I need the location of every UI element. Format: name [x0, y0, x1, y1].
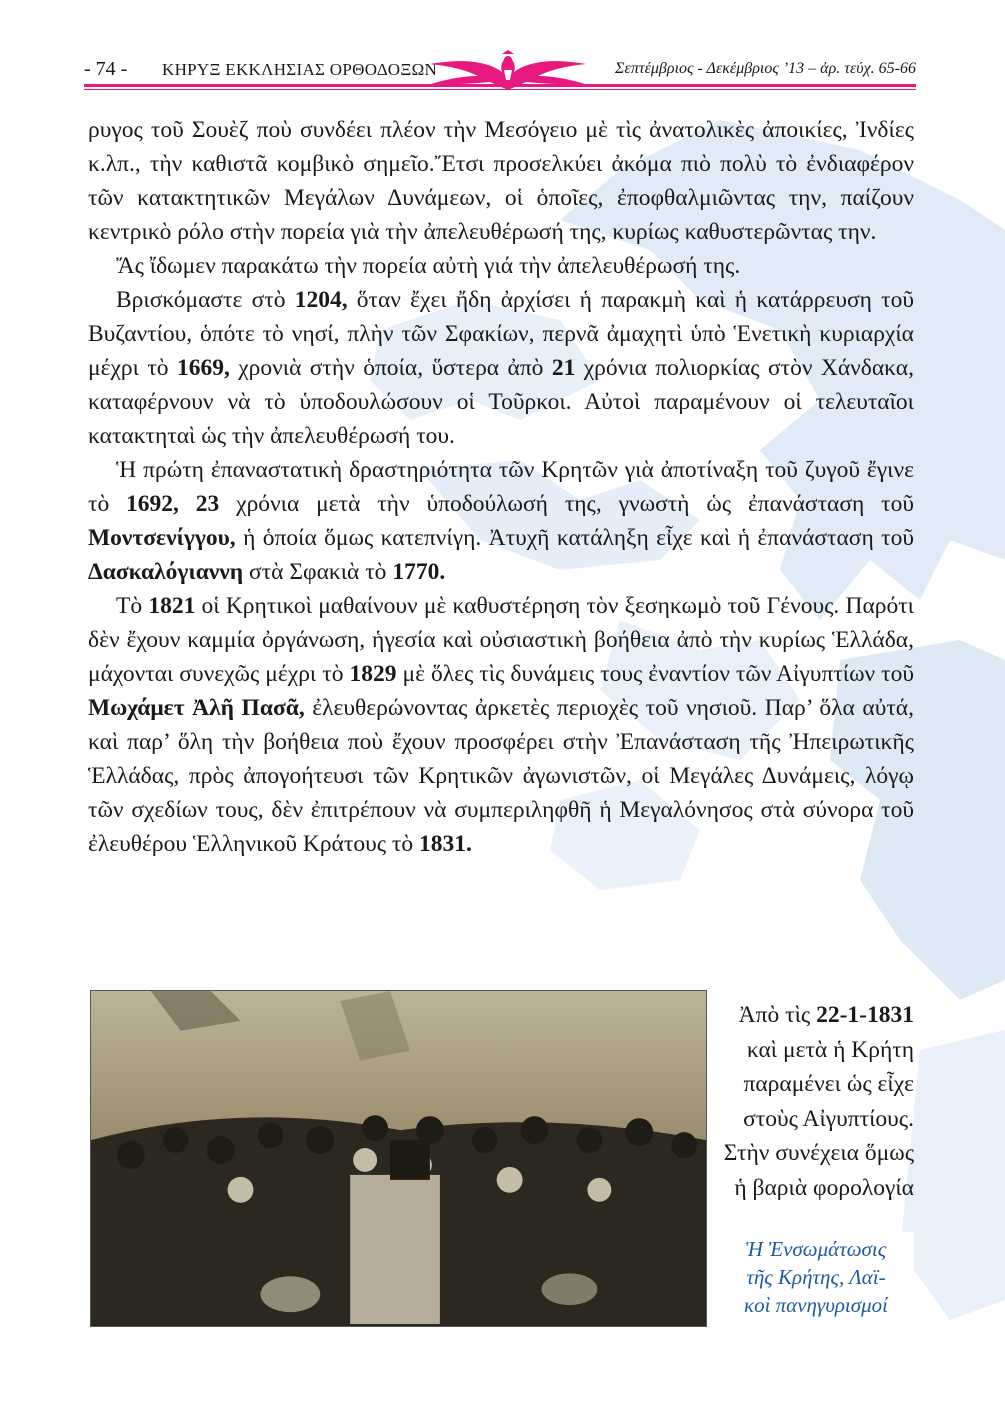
caption-line-1: Ἡ Ἐνσωμάτωσις [745, 1237, 887, 1261]
header-rule-thin [84, 89, 916, 90]
page-number: - 74 - [84, 58, 128, 80]
paragraph-1: ρυγος τοῦ Σουὲζ ποὺ συνδέει πλέον τὴν Μεσόγειο μὲ τὶς ἀνατολικὲς ἀποικίες, Ἰνδίες κ.λπ., τὴν καθιστᾶ κομβικὸ σημεῖο.Ἔτσι προσελκύει ἀκόμα πιὸ πολὺ τὸ ἐνδιαφέρον τῶν κατακτητικῶν Μεγάλων Δυνάμεων, οἱ ὁποῖες, ἐποφθαλμιῶντας την, παίζουν κεντρικὸ ρόλο στὴν πορεία γιὰ τὴν ἀπελευθέρωσή της, κυρίως καθυστερῶντας την. [88, 117, 914, 245]
article-body [88, 113, 914, 861]
paragraph-4: Ἡ πρώτη ἐπαναστατικὴ δραστηριότητα τῶν Κρητῶν γιὰ ἀποτίναξη τοῦ ζυγοῦ ἔγινε τὸ 1692, 23 χρόνια μετὰ τὴν ὑποδούλωσή της, γνωστὴ ὡς ἐπανάσταση τοῦ Μοντσενίγγου, ἡ ὁποία ὅμως κατεπνίγη. Ἀτυχῆ κατάληξη εἶχε καὶ ἡ ἐπανάσταση τοῦ Δασκαλόγιαννη στὰ Σφακιὰ τὸ 1770. [88, 457, 914, 585]
publication-title: ΚΗΡΥΞ ΕΚΚΛΗΣΙΑΣ ΟΡΘΟΔΟΞΩΝ [162, 60, 438, 79]
page-header [84, 50, 916, 96]
caption-line-2: τῆς Κρήτης, Λαϊ- [746, 1265, 886, 1289]
caption-line-3: κοὶ πανηγυρισμοί [743, 1293, 888, 1317]
paragraph-3: Βρισκόμαστε στὸ 1204, ὅταν ἔχει ἤδη ἀρχίσει ἡ παρακμὴ καὶ ἡ κατάρρευση τοῦ Βυζαντίου, ὁπότε τὸ νησί, πλὴν τῶν Σφακίων, περνᾶ ἀμαχητὶ ὑπὸ Ἑνετικὴ κυριαρχία μέχρι τὸ 1669, χρονιὰ στὴν ὁποία, ὕστερα ἀπὸ 21 χρόνια πολιορκίας στὸν Χάνδακα, καταφέρνουν νὰ τὸ ὑποδουλώσουν οἱ Τοῦρκοι. Αὐτοὶ παραμένουν οἱ τελευταῖοι κατακτηταὶ ὡς τὴν ἀπελευθέρωσή του. [88, 287, 914, 449]
header-rule [84, 84, 916, 87]
paragraph-5: Τὸ 1821 οἱ Κρητικοὶ μαθαίνουν μὲ καθυστέρηση τὸν ξεσηκωμὸ τοῦ Γένους. Παρότι δὲν ἔχουν καμμία ὀργάνωση, ἡγεσία καὶ οὐσιαστικὴ βοήθεια ἀπὸ τὴν κυρίως Ἑλλάδα, μάχονται συνεχῶς μέχρι τὸ 1829 μὲ ὅλες τὶς δυνάμεις τους ἐναντίον τῶν Αἰγυπτίων τοῦ Μωχάμετ Ἀλῆ Πασᾶ, ἐλευθερώνοντας ἀρκετὲς περιοχὲς τοῦ νησιοῦ. Παρ’ ὅλα αὐτά, καὶ παρ’ ὅλη τὴν βοήθεια ποὺ ἔχουν προσφέρει στὴν Ἐπανάσταση τῆς Ἠπειρωτικῆς Ἑλλάδας, πρὸς ἀπογοήτευσι τῶν Κρητικῶν ἀγωνιστῶν, οἱ Μεγάλες Δυνάμεις, λόγῳ τῶν σχεδίων τους, δὲν ἐπιτρέπουν νὰ συμπεριληφθῆ ἡ Μεγαλόνησος στὰ σύνορα τοῦ ἐλευθέρου Ἑλληνικοῦ Κράτους τὸ 1831. [88, 593, 915, 857]
photo-caption [718, 1232, 914, 1322]
issue-info: Σεπτέμβριος - Δεκέμβριος ’13 – ἀρ. τεύχ. 65-66 [615, 60, 916, 77]
paragraph-2: Ἄς ἴδωμεν παρακάτω τὴν πορεία αὐτὴ γιά τὴν ἀπελευθέρωσή της. [116, 253, 741, 279]
side-column-text: Ἀπὸ τὶς 22-1-1831 καὶ μετὰ ἡ Κρήτη παραμένει ὡς εἶχε στοὺς Αἰγυπτίους. Στὴν συνέχεια ὅμως ἡ βαριὰ φορολογία [723, 1002, 914, 1201]
historical-photo [90, 990, 707, 1327]
